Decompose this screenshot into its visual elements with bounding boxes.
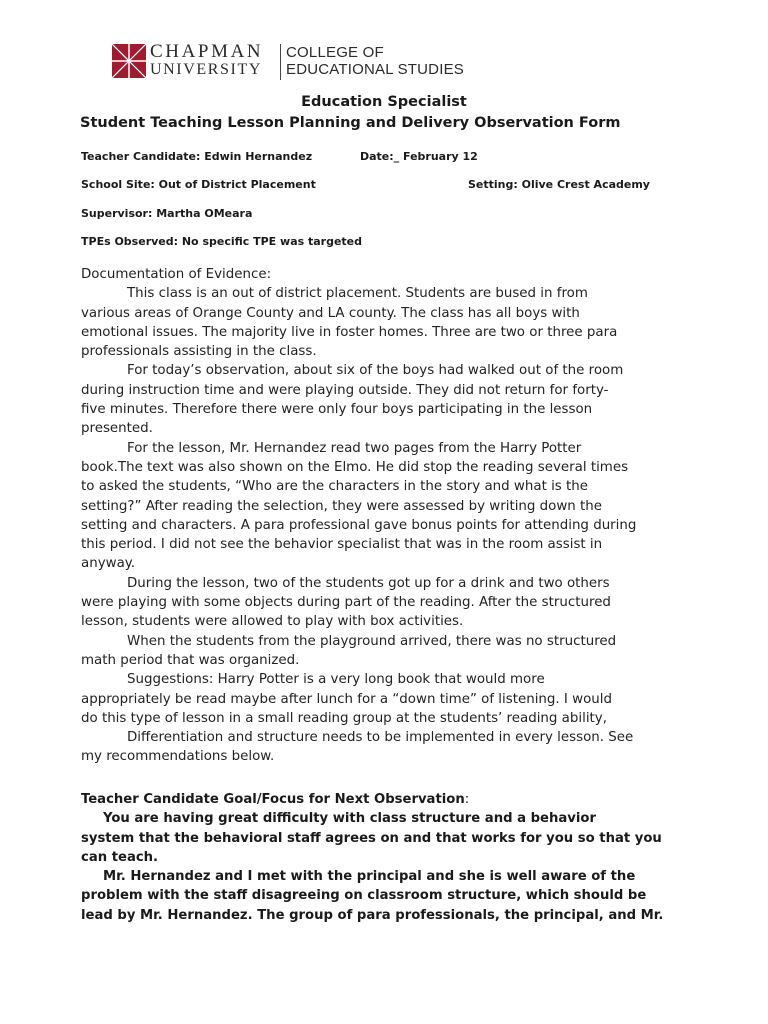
doc-line: setting?” After reading the selection, they were assessed by writing down the <box>81 498 603 514</box>
doc-line: setting and characters. A para professional gave bonus points for attending during <box>81 517 637 533</box>
doc-line: during instruction time and were playing outside. They did not return for forty- <box>81 382 609 398</box>
tpes-observed-field: TPEs Observed: No specific TPE was targeted <box>81 235 363 248</box>
setting-field: Setting: Olive Crest Academy <box>468 178 650 191</box>
goal-line: Mr. Hernandez and I met with the principal and she is well aware of the <box>103 869 636 885</box>
doc-line: anyway. <box>81 556 136 572</box>
doc-line: my recommendations below. <box>81 749 275 765</box>
doc-line: During the lesson, two of the students got up for a drink and two others <box>127 575 610 591</box>
doc-line: book.The text was also shown on the Elmo. He did stop the reading several times <box>81 459 629 475</box>
goal-heading-text: Teacher Candidate Goal/Focus for Next Observation <box>81 792 465 807</box>
form-title-line1: Education Specialist <box>301 94 467 110</box>
doc-line: presented. <box>81 421 153 437</box>
date-field: Date:_ February 12 <box>360 150 478 163</box>
teacher-candidate-field: Teacher Candidate: Edwin Hernandez <box>81 150 313 163</box>
doc-heading: Documentation of Evidence: <box>81 267 272 282</box>
doc-line: this period. I did not see the behavior specialist that was in the room assist in <box>81 537 603 553</box>
doc-line: Suggestions: Harry Potter is a very long book that would more <box>127 672 545 688</box>
doc-line: appropriately be read maybe after lunch for a “down time” of listening. I would <box>81 691 612 707</box>
supervisor-field: Supervisor: Martha OMeara <box>81 207 253 220</box>
logo-chapman-text: CHAPMAN <box>150 41 264 62</box>
form-title-line2: Student Teaching Lesson Planning and Delivery Observation Form <box>80 115 621 131</box>
school-site-field: School Site: Out of District Placement <box>81 178 316 191</box>
doc-line: were playing with some objects during part of the reading. After the structured <box>81 595 611 611</box>
doc-line: professionals assisting in the class. <box>81 344 317 360</box>
goal-heading-colon: : <box>464 792 470 807</box>
doc-line: to asked the students, “Who are the characters in the story and what is the <box>81 479 589 495</box>
chapman-window-icon <box>112 44 146 78</box>
doc-line: lesson, students were allowed to play with box activities. <box>81 614 464 630</box>
college-line1: COLLEGE OF <box>286 44 384 61</box>
doc-line: emotional issues. The majority live in foster homes. Three are two or three para <box>81 324 618 340</box>
goal-line: lead by Mr. Hernandez. The group of para professionals, the principal, and Mr. <box>81 907 664 923</box>
goal-line: system that the behavioral staff agrees on and that works for you so that you <box>81 830 662 846</box>
documentation-of-evidence <box>81 265 701 767</box>
doc-line: math period that was organized. <box>81 652 300 668</box>
college-line2: EDUCATIONAL STUDIES <box>286 61 464 78</box>
goal-line: problem with the staff disagreeing on classroom structure, which should be <box>81 888 647 904</box>
doc-line: For the lesson, Mr. Hernandez read two pages from the Harry Potter <box>127 440 582 456</box>
logo-university-text: UNIVERSITY <box>150 61 262 78</box>
doc-line: When the students from the playground arrived, there was no structured <box>127 633 617 649</box>
doc-line: various areas of Orange County and LA county. The class has all boys with <box>81 305 580 321</box>
goal-line: You are having great difficulty with class structure and a behavior <box>103 811 596 827</box>
doc-line: For today’s observation, about six of the boys had walked out of the room <box>127 363 624 379</box>
goal-heading <box>81 790 701 809</box>
goal-section <box>81 790 701 925</box>
doc-line: do this type of lesson in a small reading group at the students’ reading ability, <box>81 710 607 726</box>
doc-line: five minutes. Therefore there were only four boys participating in the lesson <box>81 402 593 418</box>
goal-line: can teach. <box>81 849 159 865</box>
doc-line: This class is an out of district placement. Students are bused in from <box>127 286 588 302</box>
logo-divider <box>280 44 281 80</box>
doc-line: Differentiation and structure needs to be implemented in every lesson. See <box>127 730 634 746</box>
